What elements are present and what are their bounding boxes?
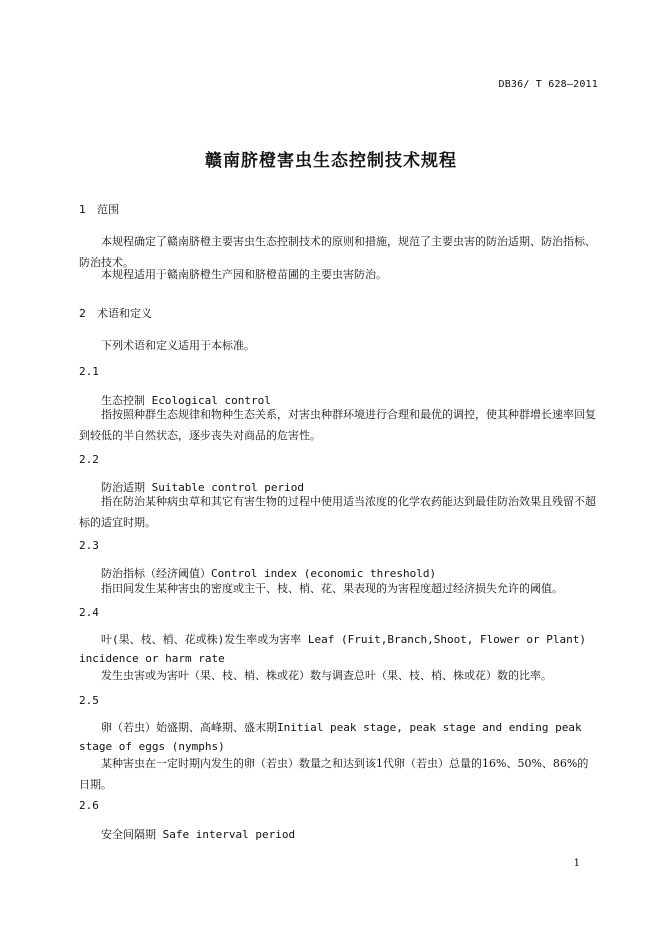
term-2-4-title: 叶(果、枝、梢、花或株)发生率或为害率 Leaf (Fruit,Branch,Shoot, Flower or Plant) incidence or harm rate — [79, 633, 587, 665]
section-1-title: 范围 — [97, 203, 119, 216]
term-2-3-number: 2.3 — [79, 539, 99, 552]
section-2-heading — [79, 305, 152, 321]
scope-paragraph-1: 本规程确定了赣南脐橙主要害虫生态控制技术的原则和措施，规范了主要虫害的防治适期、防治指标、防治技术。 — [79, 235, 596, 269]
section-1-number: 1 — [79, 203, 86, 216]
term-2-1-title: 生态控制 Ecological control — [101, 394, 271, 407]
page-title: 赣南脐橙害虫生态控制技术规程 — [205, 151, 457, 171]
term-2-5-number: 2.5 — [79, 694, 99, 707]
term-2-6-number: 2.6 — [79, 799, 99, 812]
page-number: 1 — [573, 858, 580, 869]
section-1-heading — [79, 201, 119, 217]
term-2-2-title: 防治适期 Suitable control period — [101, 481, 304, 494]
term-2-5-title: 卵（若虫）始盛期、高峰期、盛末期Initial peak stage, peak stage and ending peak stage of eggs (nymphs) — [79, 721, 582, 753]
scope-paragraph-2: 本规程适用于赣南脐橙生产园和脐橙苗圃的主要虫害防治。 — [101, 268, 387, 281]
term-2-2-definition: 指在防治某种病虫草和其它有害生物的过程中使用适当浓度的化学农药能达到最佳防治效果且残留不超标的适宜时期。 — [79, 495, 596, 529]
term-2-4-definition: 发生虫害或为害叶（果、枝、梢、株或花）数与调查总叶（果、枝、梢、株或花）数的比率。 — [101, 669, 552, 682]
term-2-1-number: 2.1 — [79, 365, 99, 378]
header-standard-code: DB36/ T 628—2011 — [498, 79, 598, 90]
term-2-3-definition: 指田间发生某种害虫的密度或主干、枝、梢、花、果表现的为害程度超过经济损失允许的阈值。 — [101, 582, 563, 595]
term-2-1-definition: 指按照种群生态规律和物种生态关系，对害虫种群环境进行合理和最优的调控，使其种群增长速率回复到较低的半自然状态，逐步丧失对商品的危害性。 — [79, 408, 596, 442]
terms-intro: 下列术语和定义适用于本标准。 — [101, 339, 255, 352]
section-2-title: 术语和定义 — [97, 307, 152, 320]
section-2-number: 2 — [79, 307, 86, 320]
term-2-3-title: 防治指标（经济阈值）Control index (economic threshold) — [101, 567, 437, 580]
term-2-6-title: 安全间隔期 Safe interval period — [101, 828, 296, 841]
term-2-4-number: 2.4 — [79, 606, 99, 619]
term-2-5-definition: 某种害虫在一定时期内发生的卵（若虫）数量之和达到该1代卵（若虫）总量的16%、50%、86%的日期。 — [79, 757, 589, 791]
term-2-2-number: 2.2 — [79, 453, 99, 466]
